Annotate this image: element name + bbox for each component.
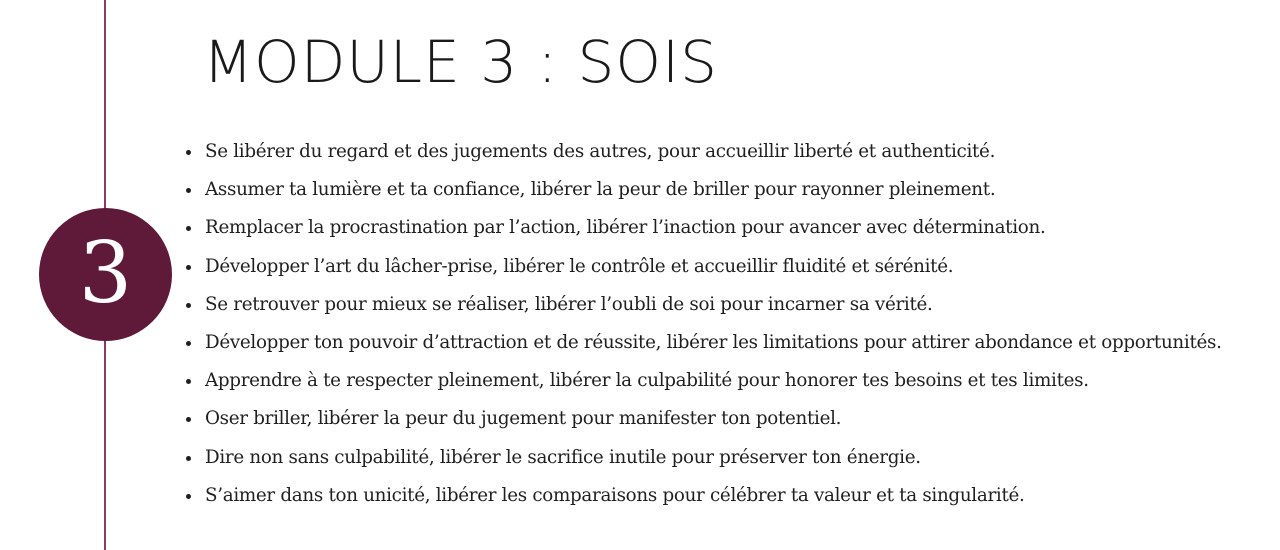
list-item: Apprendre à te respecter pleinement, libérer la culpabilité pour honorer tes besoins et tes limites. <box>186 364 1222 402</box>
list-item: Se libérer du regard et des jugements des autres, pour accueillir liberté et authenticité. <box>186 135 1222 173</box>
list-item: S’aimer dans ton unicité, libérer les comparaisons pour célébrer ta valeur et ta singularité. <box>186 479 1222 517</box>
list-item: Remplacer la procrastination par l’action, libérer l’inaction pour avancer avec détermination. <box>186 211 1222 249</box>
list-item: Dire non sans culpabilité, libérer le sacrifice inutile pour préserver ton énergie. <box>186 441 1222 479</box>
module-title: MODULE 3 : SOIS <box>203 28 718 96</box>
benefits-list <box>186 135 1222 517</box>
list-item: Se retrouver pour mieux se réaliser, libérer l’oubli de soi pour incarner sa vérité. <box>186 288 1222 326</box>
list-item: Développer l’art du lâcher-prise, libérer le contrôle et accueillir fluidité et sérénité. <box>186 250 1222 288</box>
list-item: Assumer ta lumière et ta confiance, libérer la peur de briller pour rayonner pleinement. <box>186 173 1222 211</box>
list-item: Développer ton pouvoir d’attraction et de réussite, libérer les limitations pour attirer abondance et opportunités. <box>186 326 1222 364</box>
list-item: Oser briller, libérer la peur du jugement pour manifester ton potentiel. <box>186 402 1222 440</box>
module-number: 3 <box>78 223 133 322</box>
module-number-badge <box>39 208 172 341</box>
